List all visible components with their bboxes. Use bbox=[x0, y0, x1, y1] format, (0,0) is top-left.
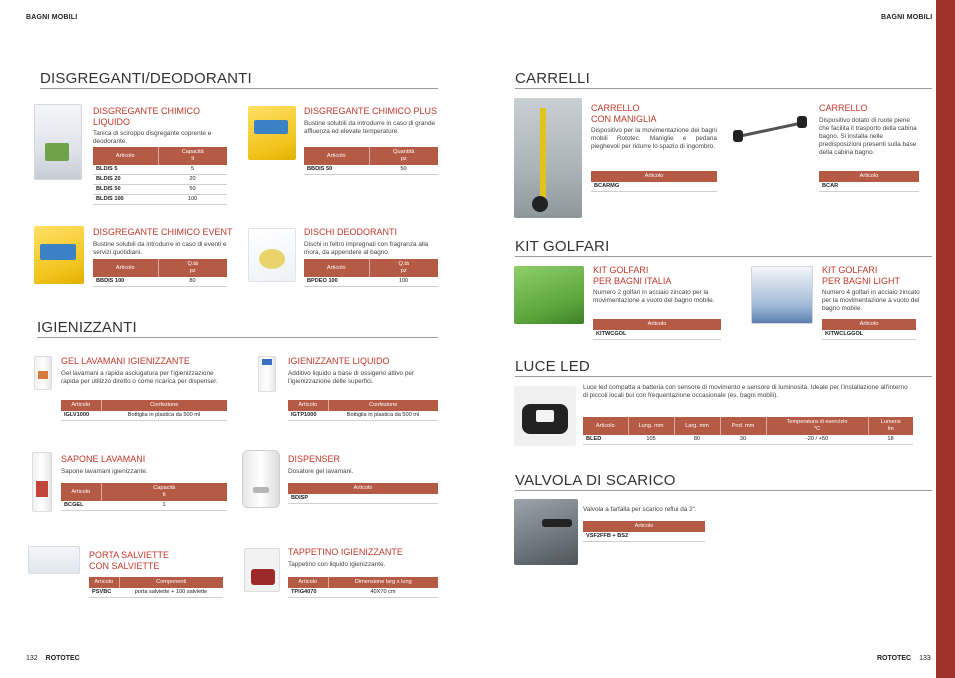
section-rule bbox=[40, 88, 438, 89]
table-cell: 80 bbox=[674, 435, 720, 445]
item-desc: Numero 4 golfari in acciaio zincato per la movimentazione a vuoto del bagno mobile. bbox=[822, 289, 920, 312]
table-header-cell: Articolo bbox=[89, 577, 119, 588]
table-header-cell: Q.tà pz bbox=[158, 259, 227, 277]
table-header-row bbox=[61, 400, 227, 411]
item-title: CARRELLO CON MANIGLIA bbox=[591, 103, 657, 124]
table-row bbox=[819, 182, 919, 192]
table-row bbox=[288, 494, 438, 504]
label-graphic bbox=[38, 371, 48, 379]
section-title-valvola: VALVOLA DI SCARICO bbox=[515, 472, 676, 489]
table-header-row bbox=[593, 319, 721, 330]
spec-table-chimico-event bbox=[93, 259, 227, 287]
footer-brand-left: ROTOTEC bbox=[45, 655, 80, 662]
valve-handle-graphic bbox=[542, 519, 572, 527]
cap-graphic bbox=[262, 359, 272, 365]
spec-table-tappetino bbox=[288, 577, 438, 598]
item-golfari-italia bbox=[593, 265, 723, 305]
table-row bbox=[583, 532, 705, 542]
table-cell: 50 bbox=[158, 185, 227, 195]
item-chimico-liquido bbox=[93, 106, 233, 146]
section-title-kit-golfari: KIT GOLFARI bbox=[515, 238, 610, 255]
item-title: DISCHI DEODORANTI bbox=[304, 227, 398, 237]
footer-brand-right: ROTOTEC bbox=[877, 655, 912, 662]
item-tappetino bbox=[288, 547, 438, 569]
bustine-event-image bbox=[34, 226, 84, 284]
article-code-cell: BLDIS 20 bbox=[93, 175, 158, 185]
article-code-cell: BCAR bbox=[819, 182, 919, 192]
label-graphic bbox=[254, 120, 288, 134]
item-golfari-light bbox=[822, 265, 922, 313]
spec-table-igienizzante bbox=[288, 400, 438, 421]
item-title: DISPENSER bbox=[288, 454, 341, 464]
label-graphic bbox=[36, 481, 48, 497]
section-rule bbox=[37, 337, 438, 338]
item-desc: Numero 2 golfari in acciaio zincato per la movimentazione a vuoto del bagno mobile. bbox=[593, 289, 715, 304]
table-cell: 100 bbox=[158, 195, 227, 205]
table-row bbox=[93, 165, 227, 175]
footer-right bbox=[877, 655, 931, 662]
wheel-graphic bbox=[797, 116, 807, 128]
article-code-cell: BDISP bbox=[288, 494, 438, 504]
table-cell: 40X70 cm bbox=[328, 588, 438, 598]
item-desc: Sapone lavamani igienizzante. bbox=[61, 467, 148, 475]
table-cell: 50 bbox=[369, 165, 438, 175]
table-header-cell: Confezione bbox=[328, 400, 438, 411]
article-code-cell: BLDIS 5 bbox=[93, 165, 158, 175]
sapone-bottle-image bbox=[32, 452, 52, 512]
article-code-cell: BCARMG bbox=[591, 182, 717, 192]
tanica-image bbox=[34, 104, 82, 180]
igienizzante-bottle-image bbox=[258, 356, 276, 392]
table-cell: 30 bbox=[720, 435, 766, 445]
item-igienizzante-liquido bbox=[288, 356, 438, 386]
spec-table-sapone bbox=[61, 483, 227, 511]
table-header-row bbox=[93, 147, 227, 165]
item-desc: Valvola a farfalla per scarico reflui da 2". bbox=[583, 506, 697, 513]
table-row bbox=[93, 277, 227, 287]
table-header-cell: Prof. mm bbox=[720, 417, 766, 435]
dischi-image bbox=[248, 228, 296, 282]
item-desc: Additivo liquido a base di ossigeno attivo per l'igienizzazione delle superfici. bbox=[288, 369, 415, 385]
spec-table-carrello bbox=[819, 171, 919, 192]
section-rule bbox=[515, 256, 932, 257]
article-code-cell: BBDIS 100 bbox=[93, 277, 158, 287]
item-desc: Dispositivo dotato di ruote piene che facilita il trasporto della cabina bagno. Si installa nelle predisposizioni presenti sulla base della cabina bagno. bbox=[819, 116, 917, 156]
table-row bbox=[61, 501, 227, 511]
table-header-cell: Articolo bbox=[61, 483, 101, 501]
item-title: PORTA SALVIETTE CON SALVIETTE bbox=[89, 550, 170, 571]
section-title-disgreganti: DISGREGANTI/DEODORANTI bbox=[40, 70, 252, 87]
section-rule bbox=[515, 88, 932, 89]
left-page bbox=[0, 0, 477, 678]
golfari-italia-image bbox=[514, 266, 584, 324]
section-rule bbox=[515, 376, 932, 377]
dispenser-image bbox=[242, 450, 280, 508]
item-desc: Tappetino con liquido igienizzante. bbox=[288, 560, 386, 568]
spec-table-golfari-italia bbox=[593, 319, 721, 340]
item-carrello bbox=[819, 103, 919, 157]
table-cell: -20 / +50 bbox=[766, 435, 868, 445]
page-number-right: 133 bbox=[919, 655, 931, 662]
item-carrello-maniglia bbox=[591, 103, 717, 151]
item-desc: Bustine solubili da introdurre in caso di grande affluenza ed elevate temperature. bbox=[304, 119, 436, 135]
article-code-cell: BCGEL bbox=[61, 501, 101, 511]
table-row bbox=[304, 277, 438, 287]
table-header-row bbox=[93, 259, 227, 277]
table-header-cell: Articolo bbox=[304, 147, 369, 165]
label-graphic bbox=[40, 244, 76, 260]
table-row bbox=[591, 182, 717, 192]
table-cell: 105 bbox=[628, 435, 674, 445]
table-header-cell: Articolo bbox=[591, 171, 717, 182]
table-header-cell: Articolo bbox=[93, 259, 158, 277]
table-header-cell: Capacità lt bbox=[101, 483, 227, 501]
table-header-cell: Q.tà pz bbox=[369, 259, 438, 277]
push-button-graphic bbox=[253, 487, 269, 493]
footer-left bbox=[26, 655, 80, 662]
led-lens-graphic bbox=[536, 410, 554, 422]
spec-table-chimico-liquido bbox=[93, 147, 227, 205]
table-header-row bbox=[288, 483, 438, 494]
wheel-graphic bbox=[532, 196, 548, 212]
item-gel-lavamani bbox=[61, 356, 231, 386]
table-header-row bbox=[288, 577, 438, 588]
table-header-cell: Articolo bbox=[288, 400, 328, 411]
item-desc: Bustine solubili da introdurre in caso di eventi e servizi quotidiani. bbox=[93, 240, 227, 256]
running-head-right: BAGNI MOBILI bbox=[881, 14, 933, 21]
table-row bbox=[93, 175, 227, 185]
article-code-cell: TPIG4070 bbox=[288, 588, 328, 598]
spec-table-porta-salviette bbox=[89, 577, 223, 598]
table-cell: 5 bbox=[158, 165, 227, 175]
table-header-cell: Articolo bbox=[93, 147, 158, 165]
article-code-cell: PSVBC bbox=[89, 588, 119, 598]
item-porta-salviette bbox=[89, 550, 229, 571]
table-header-cell: Dimensione larg x lung bbox=[328, 577, 438, 588]
table-header-cell: Articolo bbox=[583, 417, 628, 435]
item-title: IGIENIZZANTE LIQUIDO bbox=[288, 356, 390, 366]
table-header-cell: Componenti bbox=[119, 577, 223, 588]
spec-table-luce-led bbox=[583, 417, 913, 445]
item-title: DISGREGANTE CHIMICO PLUS bbox=[304, 106, 438, 116]
article-code-cell: BLDIS 50 bbox=[93, 185, 158, 195]
axle-graphic bbox=[739, 121, 802, 137]
item-chimico-event bbox=[93, 227, 243, 257]
table-header-cell: Articolo bbox=[819, 171, 919, 182]
table-header-cell: Quantità pz bbox=[369, 147, 438, 165]
item-title: SAPONE LAVAMANI bbox=[61, 454, 146, 464]
table-header-cell: Articolo bbox=[288, 577, 328, 588]
porta-salviette-image bbox=[28, 546, 80, 574]
item-title: GEL LAVAMANI IGIENIZZANTE bbox=[61, 356, 190, 366]
table-row bbox=[822, 330, 916, 340]
table-cell: 1 bbox=[101, 501, 227, 511]
table-header-row bbox=[819, 171, 919, 182]
item-title: DISGREGANTE CHIMICO EVENT bbox=[93, 227, 233, 237]
article-code-cell: BLED bbox=[583, 435, 628, 445]
valvola-image bbox=[514, 499, 578, 565]
spec-table-dischi bbox=[304, 259, 438, 287]
item-desc: Dischi in feltro impregnati con fragranza alla mora, da appendere al bagno. bbox=[304, 240, 429, 256]
item-title: KIT GOLFARI PER BAGNI LIGHT bbox=[822, 265, 901, 286]
item-title: DISGREGANTE CHIMICO LIQUIDO bbox=[93, 106, 201, 127]
item-title: KIT GOLFARI PER BAGNI ITALIA bbox=[593, 265, 672, 286]
table-header-cell: Articolo bbox=[304, 259, 369, 277]
item-desc: Luce led compatta a batteria con sensore di movimento e sensore di luminosità. Ideale per l'installazione all'interno di piccoli locali bui con frequentazione occasionale (es. bagni mobili). bbox=[583, 384, 908, 399]
tappetino-image bbox=[244, 548, 280, 592]
spec-table-dispenser bbox=[288, 483, 438, 504]
table-header-row bbox=[89, 577, 223, 588]
table-row bbox=[304, 165, 438, 175]
table-header-row bbox=[583, 417, 913, 435]
item-valvola bbox=[583, 506, 783, 514]
article-code-cell: KITWCGOL bbox=[593, 330, 721, 340]
article-code-cell: KITWCLGGOL bbox=[822, 330, 916, 340]
golfari-light-image bbox=[751, 266, 813, 324]
article-code-cell: BLDIS 100 bbox=[93, 195, 158, 205]
page-number-left: 132 bbox=[26, 655, 38, 662]
table-cell: Bottiglia in plastica da 500 ml bbox=[101, 411, 227, 421]
section-rule bbox=[515, 490, 932, 491]
spec-table-golfari-light bbox=[822, 319, 916, 340]
luce-led-image bbox=[514, 386, 576, 446]
table-row bbox=[288, 588, 438, 598]
table-row bbox=[89, 588, 223, 598]
carrello-image bbox=[733, 114, 809, 144]
table-row bbox=[583, 435, 913, 445]
table-row bbox=[93, 195, 227, 205]
item-desc: Dispositivo per la movimentazione dei bagni mobili Rototec. Maniglie e pedana pieghevoli per ridurre lo spazio di ingombro. bbox=[591, 127, 717, 150]
item-title: CARRELLO bbox=[819, 103, 868, 113]
table-cell: 20 bbox=[158, 175, 227, 185]
table-header-cell: Articolo bbox=[61, 400, 101, 411]
table-header-cell: Articolo bbox=[583, 521, 705, 532]
bustine-plus-image bbox=[248, 106, 296, 160]
item-luce-led bbox=[583, 384, 913, 400]
article-code-cell: BBDIS 50 bbox=[304, 165, 369, 175]
item-dispenser bbox=[288, 454, 438, 476]
table-header-cell: Temperatura di esercizio °C bbox=[766, 417, 868, 435]
item-title: TAPPETINO IGIENIZZANTE bbox=[288, 547, 403, 557]
spec-table-valvola bbox=[583, 521, 705, 542]
item-desc: Tanica di sciroppo disgregante coprente e deodorante. bbox=[93, 130, 212, 145]
label-graphic bbox=[45, 143, 69, 161]
table-cell: Bottiglia in plastica da 500 ml bbox=[328, 411, 438, 421]
table-header-cell: Articolo bbox=[288, 483, 438, 494]
spec-table-carrello-maniglia bbox=[591, 171, 717, 192]
table-cell: 80 bbox=[158, 277, 227, 287]
item-chimico-plus bbox=[304, 106, 444, 136]
article-code-cell: IGTP1000 bbox=[288, 411, 328, 421]
article-code-cell: VSF2FFB + BS2 bbox=[583, 532, 705, 542]
table-header-row bbox=[61, 483, 227, 501]
item-dischi bbox=[304, 227, 444, 257]
running-head-left: BAGNI MOBILI bbox=[26, 14, 78, 21]
table-header-row bbox=[822, 319, 916, 330]
table-header-cell: Confezione bbox=[101, 400, 227, 411]
table-row bbox=[288, 411, 438, 421]
frame-graphic bbox=[540, 108, 546, 208]
right-page bbox=[477, 0, 955, 678]
table-row bbox=[61, 411, 227, 421]
section-title-luce-led: LUCE LED bbox=[515, 358, 590, 375]
section-title-igienizzanti: IGIENIZZANTI bbox=[37, 319, 137, 336]
article-code-cell: BPDEO 100 bbox=[304, 277, 369, 287]
carrello-maniglia-image bbox=[514, 98, 582, 218]
mat-graphic bbox=[251, 569, 275, 585]
table-cell: 100 bbox=[369, 277, 438, 287]
page-edge-accent-bar bbox=[936, 0, 955, 678]
table-row bbox=[93, 185, 227, 195]
spec-table-chimico-plus bbox=[304, 147, 438, 175]
wheel-graphic bbox=[733, 130, 743, 142]
table-header-row bbox=[583, 521, 705, 532]
table-header-cell: Articolo bbox=[822, 319, 916, 330]
table-cell: 18 bbox=[868, 435, 913, 445]
table-header-cell: Articolo bbox=[593, 319, 721, 330]
spec-table-gel bbox=[61, 400, 227, 421]
table-cell: porta salviette + 100 salviette bbox=[119, 588, 223, 598]
table-header-cell: Lung. mm bbox=[628, 417, 674, 435]
table-header-row bbox=[304, 147, 438, 165]
article-code-cell: IGLV1000 bbox=[61, 411, 101, 421]
table-row bbox=[593, 330, 721, 340]
table-header-cell: Lumens lm bbox=[868, 417, 913, 435]
gel-bottle-image bbox=[34, 356, 52, 390]
table-header-cell: Capacità lt bbox=[158, 147, 227, 165]
table-header-row bbox=[304, 259, 438, 277]
disc-graphic bbox=[259, 249, 285, 269]
table-header-cell: Larg. mm bbox=[674, 417, 720, 435]
item-sapone bbox=[61, 454, 221, 476]
table-header-row bbox=[591, 171, 717, 182]
section-title-carrelli: CARRELLI bbox=[515, 70, 590, 87]
table-header-row bbox=[288, 400, 438, 411]
item-desc: Dosatore gel lavamani. bbox=[288, 467, 354, 475]
item-desc: Gel lavamani a rapida asciugatura per l'igienizzazione rapida per utilizzo diretto o come ricarica per dispenser. bbox=[61, 369, 218, 385]
